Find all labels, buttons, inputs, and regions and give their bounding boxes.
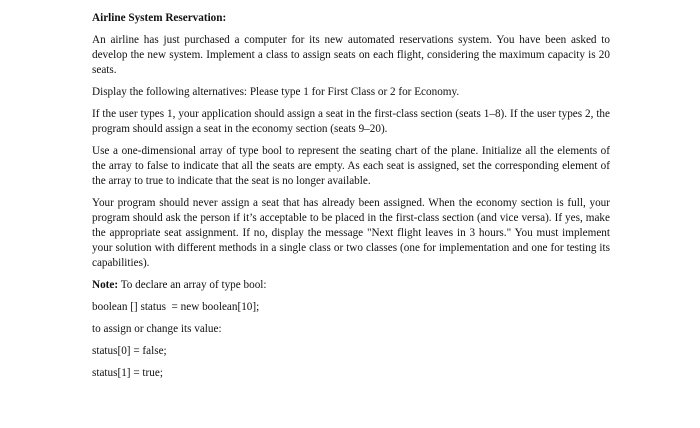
document-title: Airline System Reservation:	[92, 12, 227, 24]
note-text: To declare an array of type bool:	[118, 279, 267, 291]
paragraph-intro: An airline has just purchased a computer for its new automated reservations system. You have been asked to develop the new system. Implement a class to assign seats on each flight, considering the maximum capacity is 20 seats.	[92, 34, 610, 76]
code-declare: boolean [] status = new boolean[10];	[92, 301, 260, 313]
document-body	[92, 11, 610, 388]
paragraph-user-types: If the user types 1, your application should assign a seat in the first-class section (seats 1–8). If the user types 2, the program should assign a seat in the economy section (seats 9–20).	[92, 108, 610, 135]
code-line-1: status[0] = false;	[92, 345, 167, 357]
paragraph-display-alternatives: Display the following alternatives: Please type 1 for First Class or 2 for Economy.	[92, 86, 460, 98]
note-label: Note:	[92, 279, 119, 291]
paragraph-array: Use a one-dimensional array of type bool to represent the seating chart of the plane. Initialize all the elements of the array to false to indicate that all the seats are empty. As each seat is assigned, set the corresponding element of the array to true to indicate that the seat is no longer available.	[92, 145, 610, 187]
assign-text: to assign or change its value:	[92, 323, 222, 335]
code-line-2: status[1] = true;	[92, 367, 163, 379]
note-paragraph	[92, 278, 610, 293]
paragraph-never-assign: Your program should never assign a seat that has already been assigned. When the economy section is full, your program should ask the person if it’s acceptable to be placed in the first-class section (and vice versa). If yes, make the appropriate seat assignment. If no, display the message "Next flight leaves in 3 hours." You must implement your solution with different methods in a single class or two classes (one for implementation and one for testing its capabilities).	[92, 197, 610, 269]
